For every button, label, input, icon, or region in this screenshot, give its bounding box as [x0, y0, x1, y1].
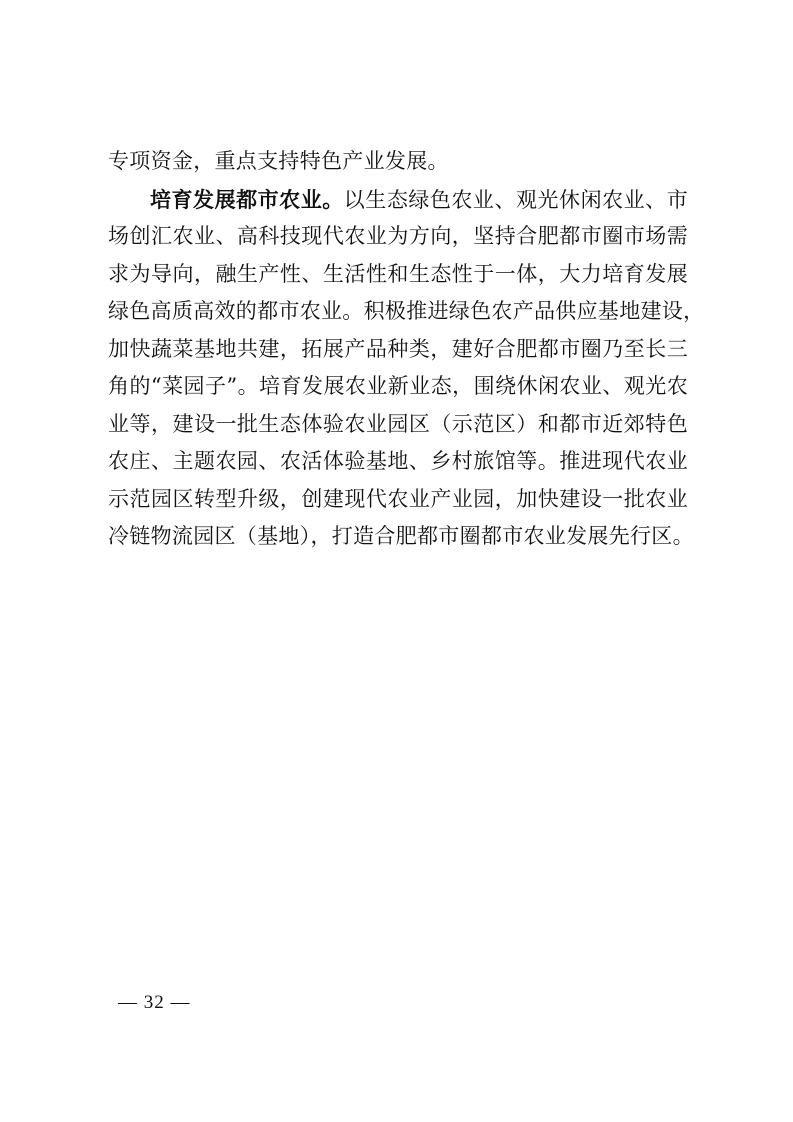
paragraph-line: 求为导向，融生产性、生活性和生态性于一体，大力培育发展 [108, 261, 688, 286]
section-heading: 培育发展都市农业。 [150, 186, 344, 212]
paragraph-line: 绿色高质高效的都市农业。积极推进绿色农产品供应基地建设， [108, 299, 705, 323]
paragraph-line: 场创汇农业、高科技现代农业为方向，坚持合肥都市圈市场需 [108, 224, 688, 248]
paragraph-line: 示范园区转型升级，创建现代农业产业园，加快建设一批农业 [108, 486, 688, 511]
paragraph-line: 冷链物流园区（基地），打造合肥都市圈都市农业发展先行区。 [108, 524, 694, 548]
paragraph-first-line [108, 181, 688, 219]
paragraph-line: 农庄、主题农园、农活体验基地、乡村旅馆等。推进现代农业 [108, 449, 688, 473]
paragraph-line: 角的“菜园子”。培育发展农业新业态，围绕休闲农业、观光农 [108, 374, 688, 398]
page-number: — 32 — [118, 992, 191, 1013]
paragraph-continuation: 专项资金，重点支持特色产业发展。 [108, 149, 449, 173]
paragraph-line: 加快蔬菜基地共建，拓展产品种类，建好合肥都市圈乃至长三 [108, 336, 688, 361]
document-body [108, 143, 705, 556]
paragraph-line: 业等，建设一批生态体验农业园区（示范区）和都市近郊特色 [108, 411, 688, 436]
paragraph-text: 以生态绿色农业、观光休闲农业、市 [343, 187, 688, 212]
